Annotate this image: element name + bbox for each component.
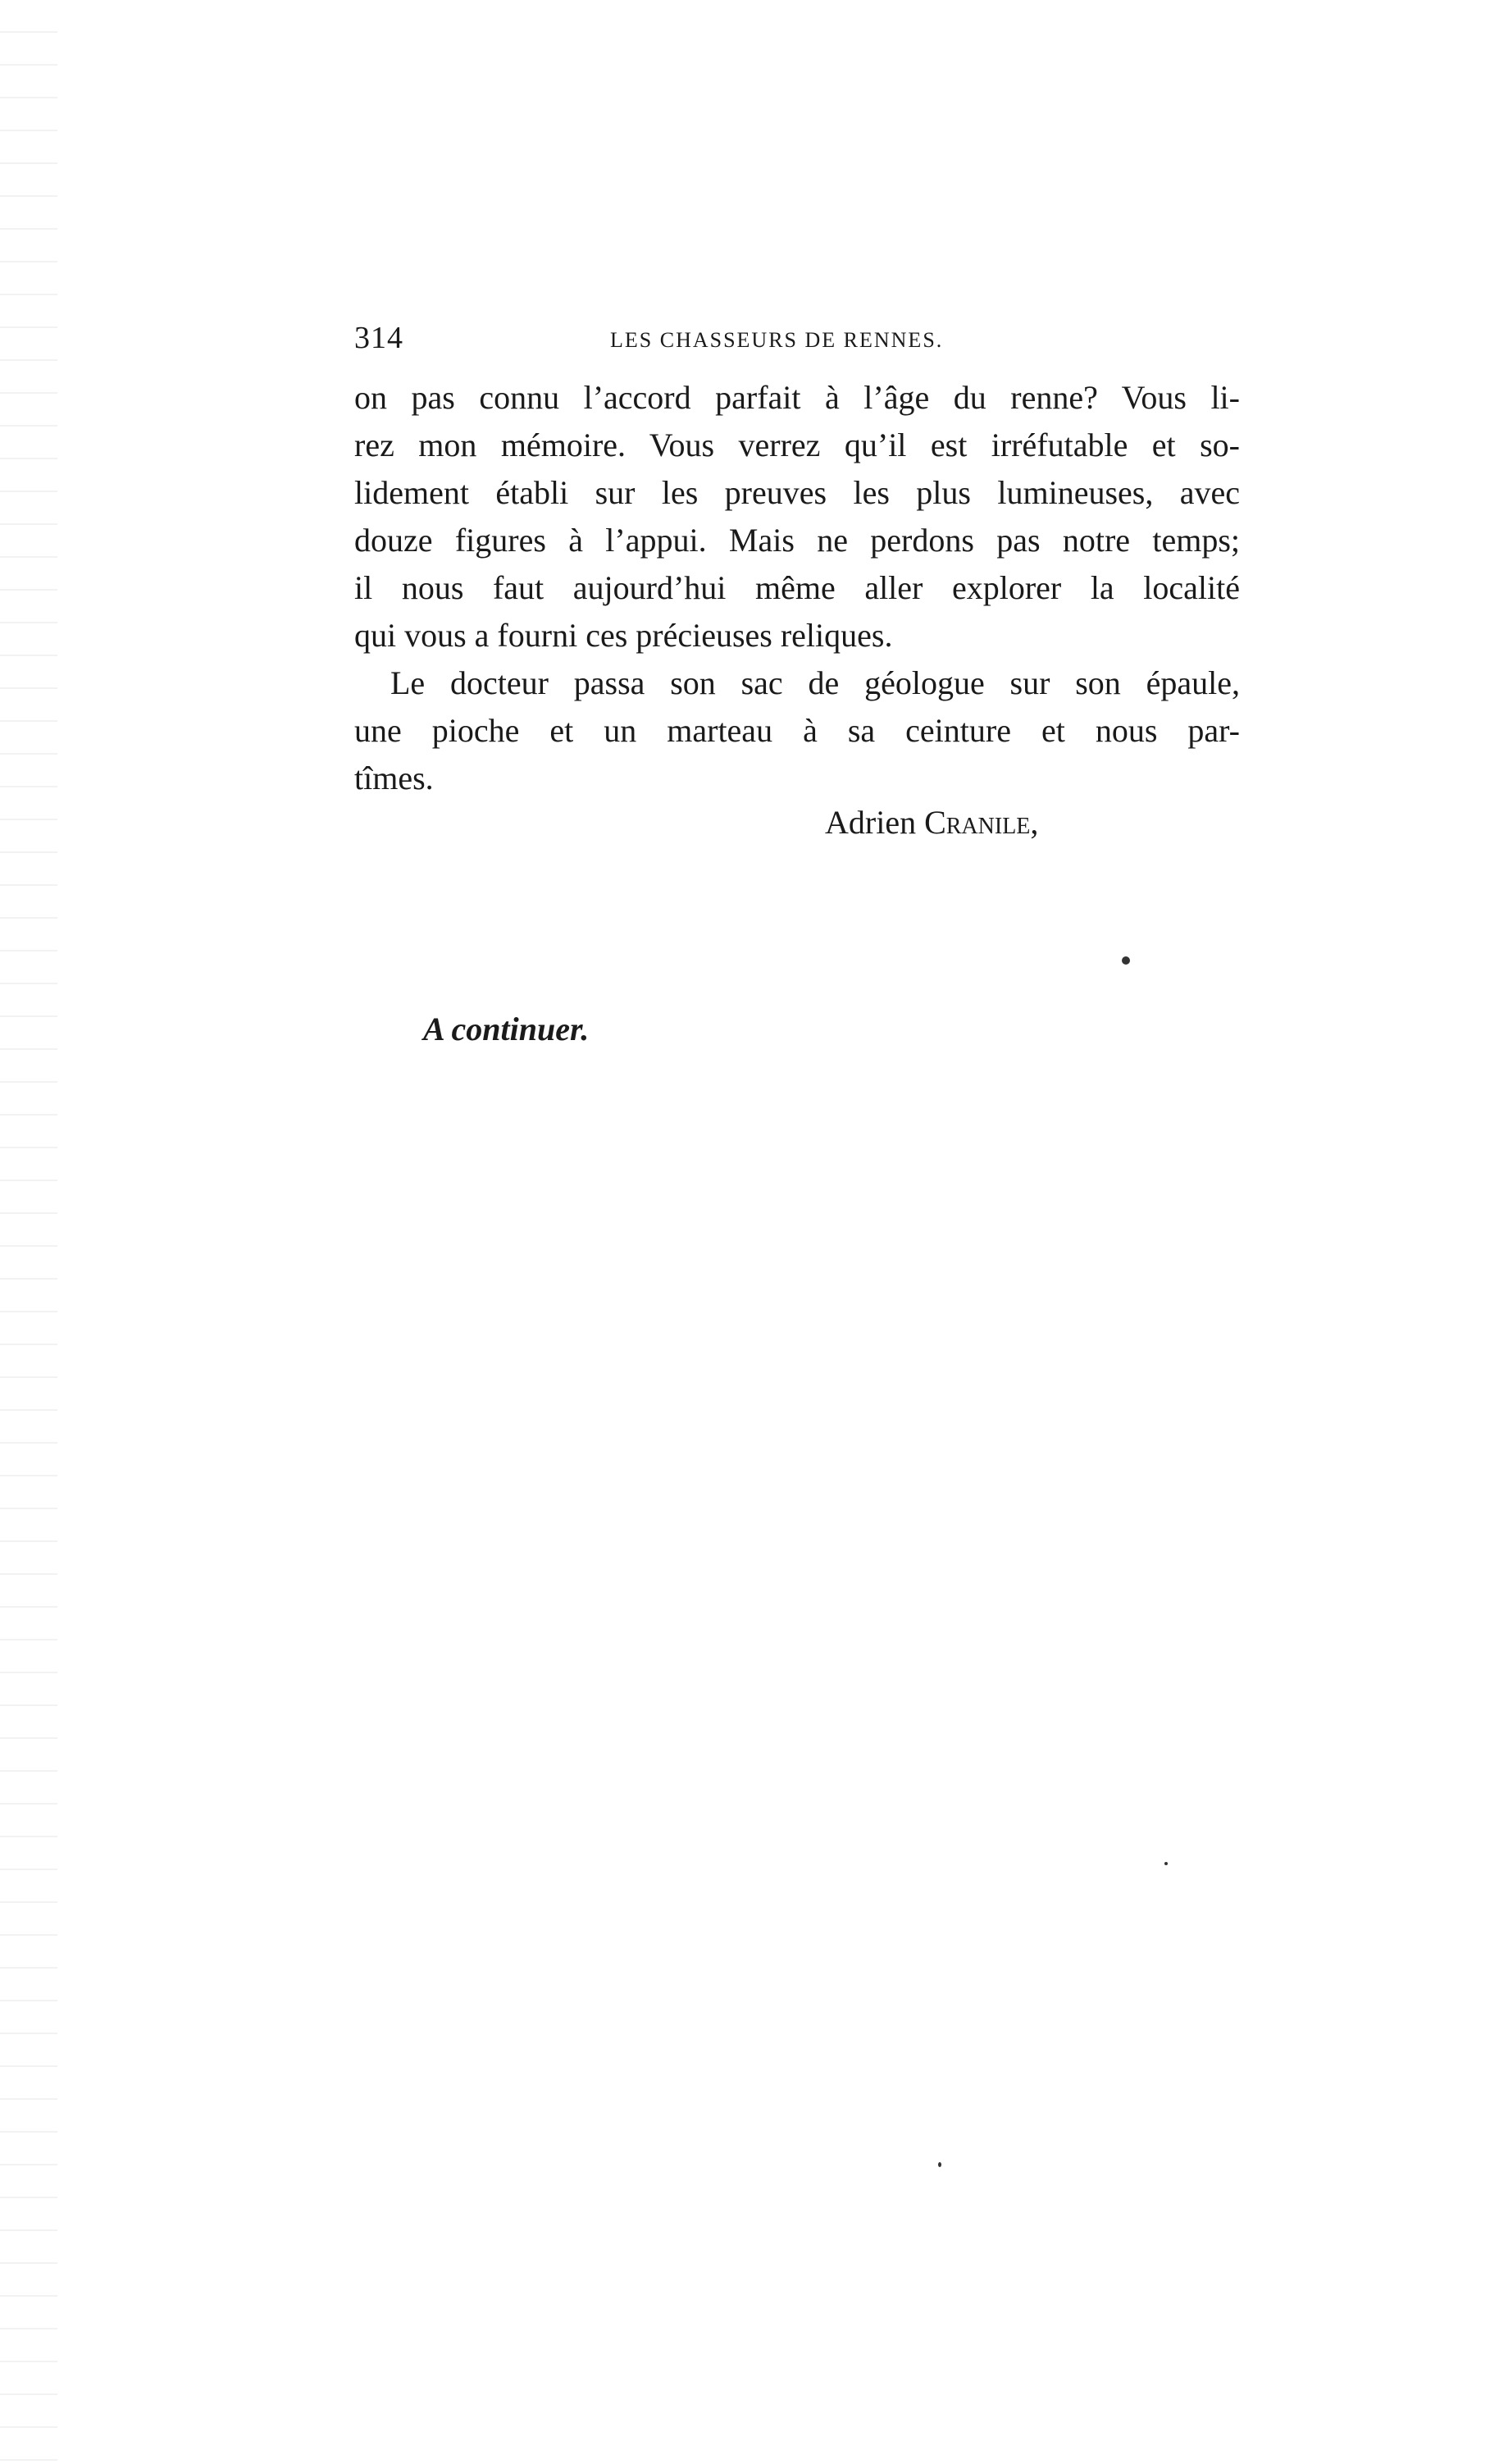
text-line: tîmes. <box>354 760 434 796</box>
page-number: 314 <box>354 321 403 355</box>
text-line: rez mon mémoire. Vous verrez qu’il est irréfutable et so- <box>354 427 1240 463</box>
running-head: LES CHASSEURS DE RENNES. <box>610 328 944 352</box>
ink-speck <box>1164 1862 1168 1865</box>
ink-speck <box>1122 956 1130 965</box>
author-surname: Cranile, <box>924 804 1039 841</box>
page-header <box>354 320 1240 369</box>
body-text <box>354 374 1240 802</box>
author-signature <box>825 799 1038 846</box>
text-line: une pioche et un marteau à sa ceinture et nous par- <box>354 712 1240 749</box>
continuation-note: A continuer. <box>423 1011 590 1047</box>
ink-speck <box>938 2162 941 2167</box>
text-line: on pas connu l’accord parfait à l’âge du renne? Vous li- <box>354 379 1240 416</box>
text-line: lidement établi sur les preuves les plus lumineuses, avec <box>354 474 1240 511</box>
text-line: douze figures à l’appui. Mais ne perdons pas notre temps; <box>354 522 1240 559</box>
text-line: Le docteur passa son sac de géologue sur son épaule, <box>390 664 1240 701</box>
text-line: il nous faut aujourd’hui même aller explorer la localité <box>354 569 1240 606</box>
text-line: qui vous a fourni ces précieuses reliques. <box>354 617 893 654</box>
author-first-name: Adrien <box>825 804 917 841</box>
scan-edge-noise <box>0 0 57 2464</box>
